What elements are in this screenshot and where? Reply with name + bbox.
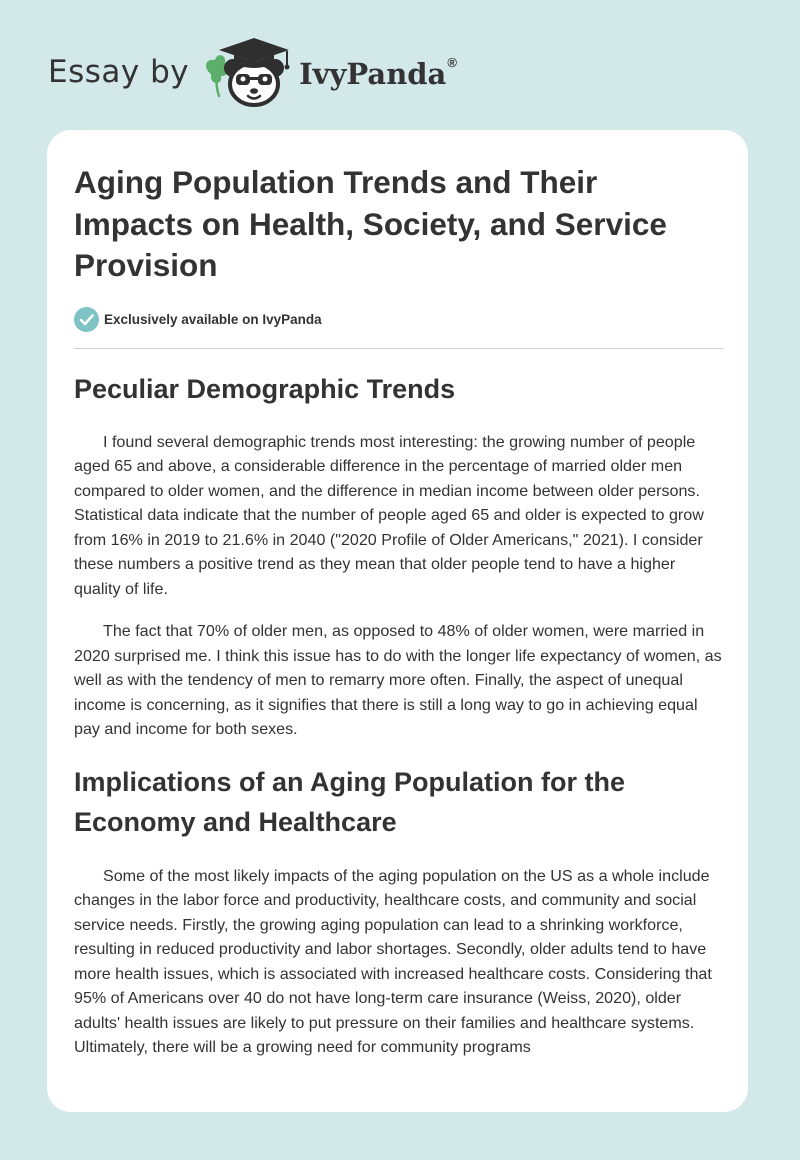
paragraph: I found several demographic trends most interesting: the growing number of people aged 65 and above, a considerable difference in the percentage of married older men compared to older women, and the difference in median income between older persons. Statistical data indicate that the number of people aged 65 and older is expected to grow from 16% in 2019 to 21.6% in 2040 ("2020 Profile of Older Americans," 2021). I consider these numbers a positive trend as they mean that older people tend to have a higher quality of life. bbox=[74, 432, 704, 598]
article-card bbox=[47, 130, 748, 1112]
section-heading: Implications of an Aging Population for the Economy and Healthcare bbox=[74, 766, 625, 837]
section-heading: Peculiar Demographic Trends bbox=[74, 373, 456, 404]
exclusive-badge bbox=[74, 307, 724, 333]
panda-graduate-icon[interactable] bbox=[203, 34, 293, 110]
ivy-leaf-icon bbox=[206, 55, 229, 96]
registered-mark: ® bbox=[447, 55, 457, 71]
article-content bbox=[74, 162, 724, 1060]
site-header bbox=[48, 34, 457, 110]
paragraph: The fact that 70% of older men, as opposed to 48% of older women, were married in 2020 surprised me. I think this issue has to do with the longer life expectancy of women, as well as with the tendency of men to remarry more often. Finally, the aspect of unequal income is concerning, as it signifies that there is still a long way to go in achieving equal pay and income for both sexes. bbox=[74, 622, 722, 738]
brand-name-text[interactable]: IvyPanda bbox=[299, 57, 447, 91]
article-title: Aging Population Trends and Their Impacts on Health, Society, and Service Provision bbox=[74, 164, 667, 283]
essay-by-label: Essay by bbox=[48, 54, 190, 90]
title-divider bbox=[74, 348, 724, 349]
paragraph: Some of the most likely impacts of the aging population on the US as a whole include changes in the labor force and productivity, healthcare costs, and community and social service needs. Firstly, the growing aging population can lead to a shrinking workforce, resulting in reduced productivity and labor shortages. Secondly, older adults tend to have more health issues, which is associated with increased healthcare costs. Considering that 95% of Americans over 40 do not have long-term care insurance (Weiss, 2020), older adults' health issues are likely to put pressure on their families and healthcare systems. Ultimately, there will be a growing need for community programs bbox=[74, 866, 712, 1056]
badge-label: Exclusively available on IvyPanda bbox=[104, 312, 322, 327]
brand-name[interactable] bbox=[299, 57, 457, 91]
check-circle-icon bbox=[74, 307, 99, 332]
